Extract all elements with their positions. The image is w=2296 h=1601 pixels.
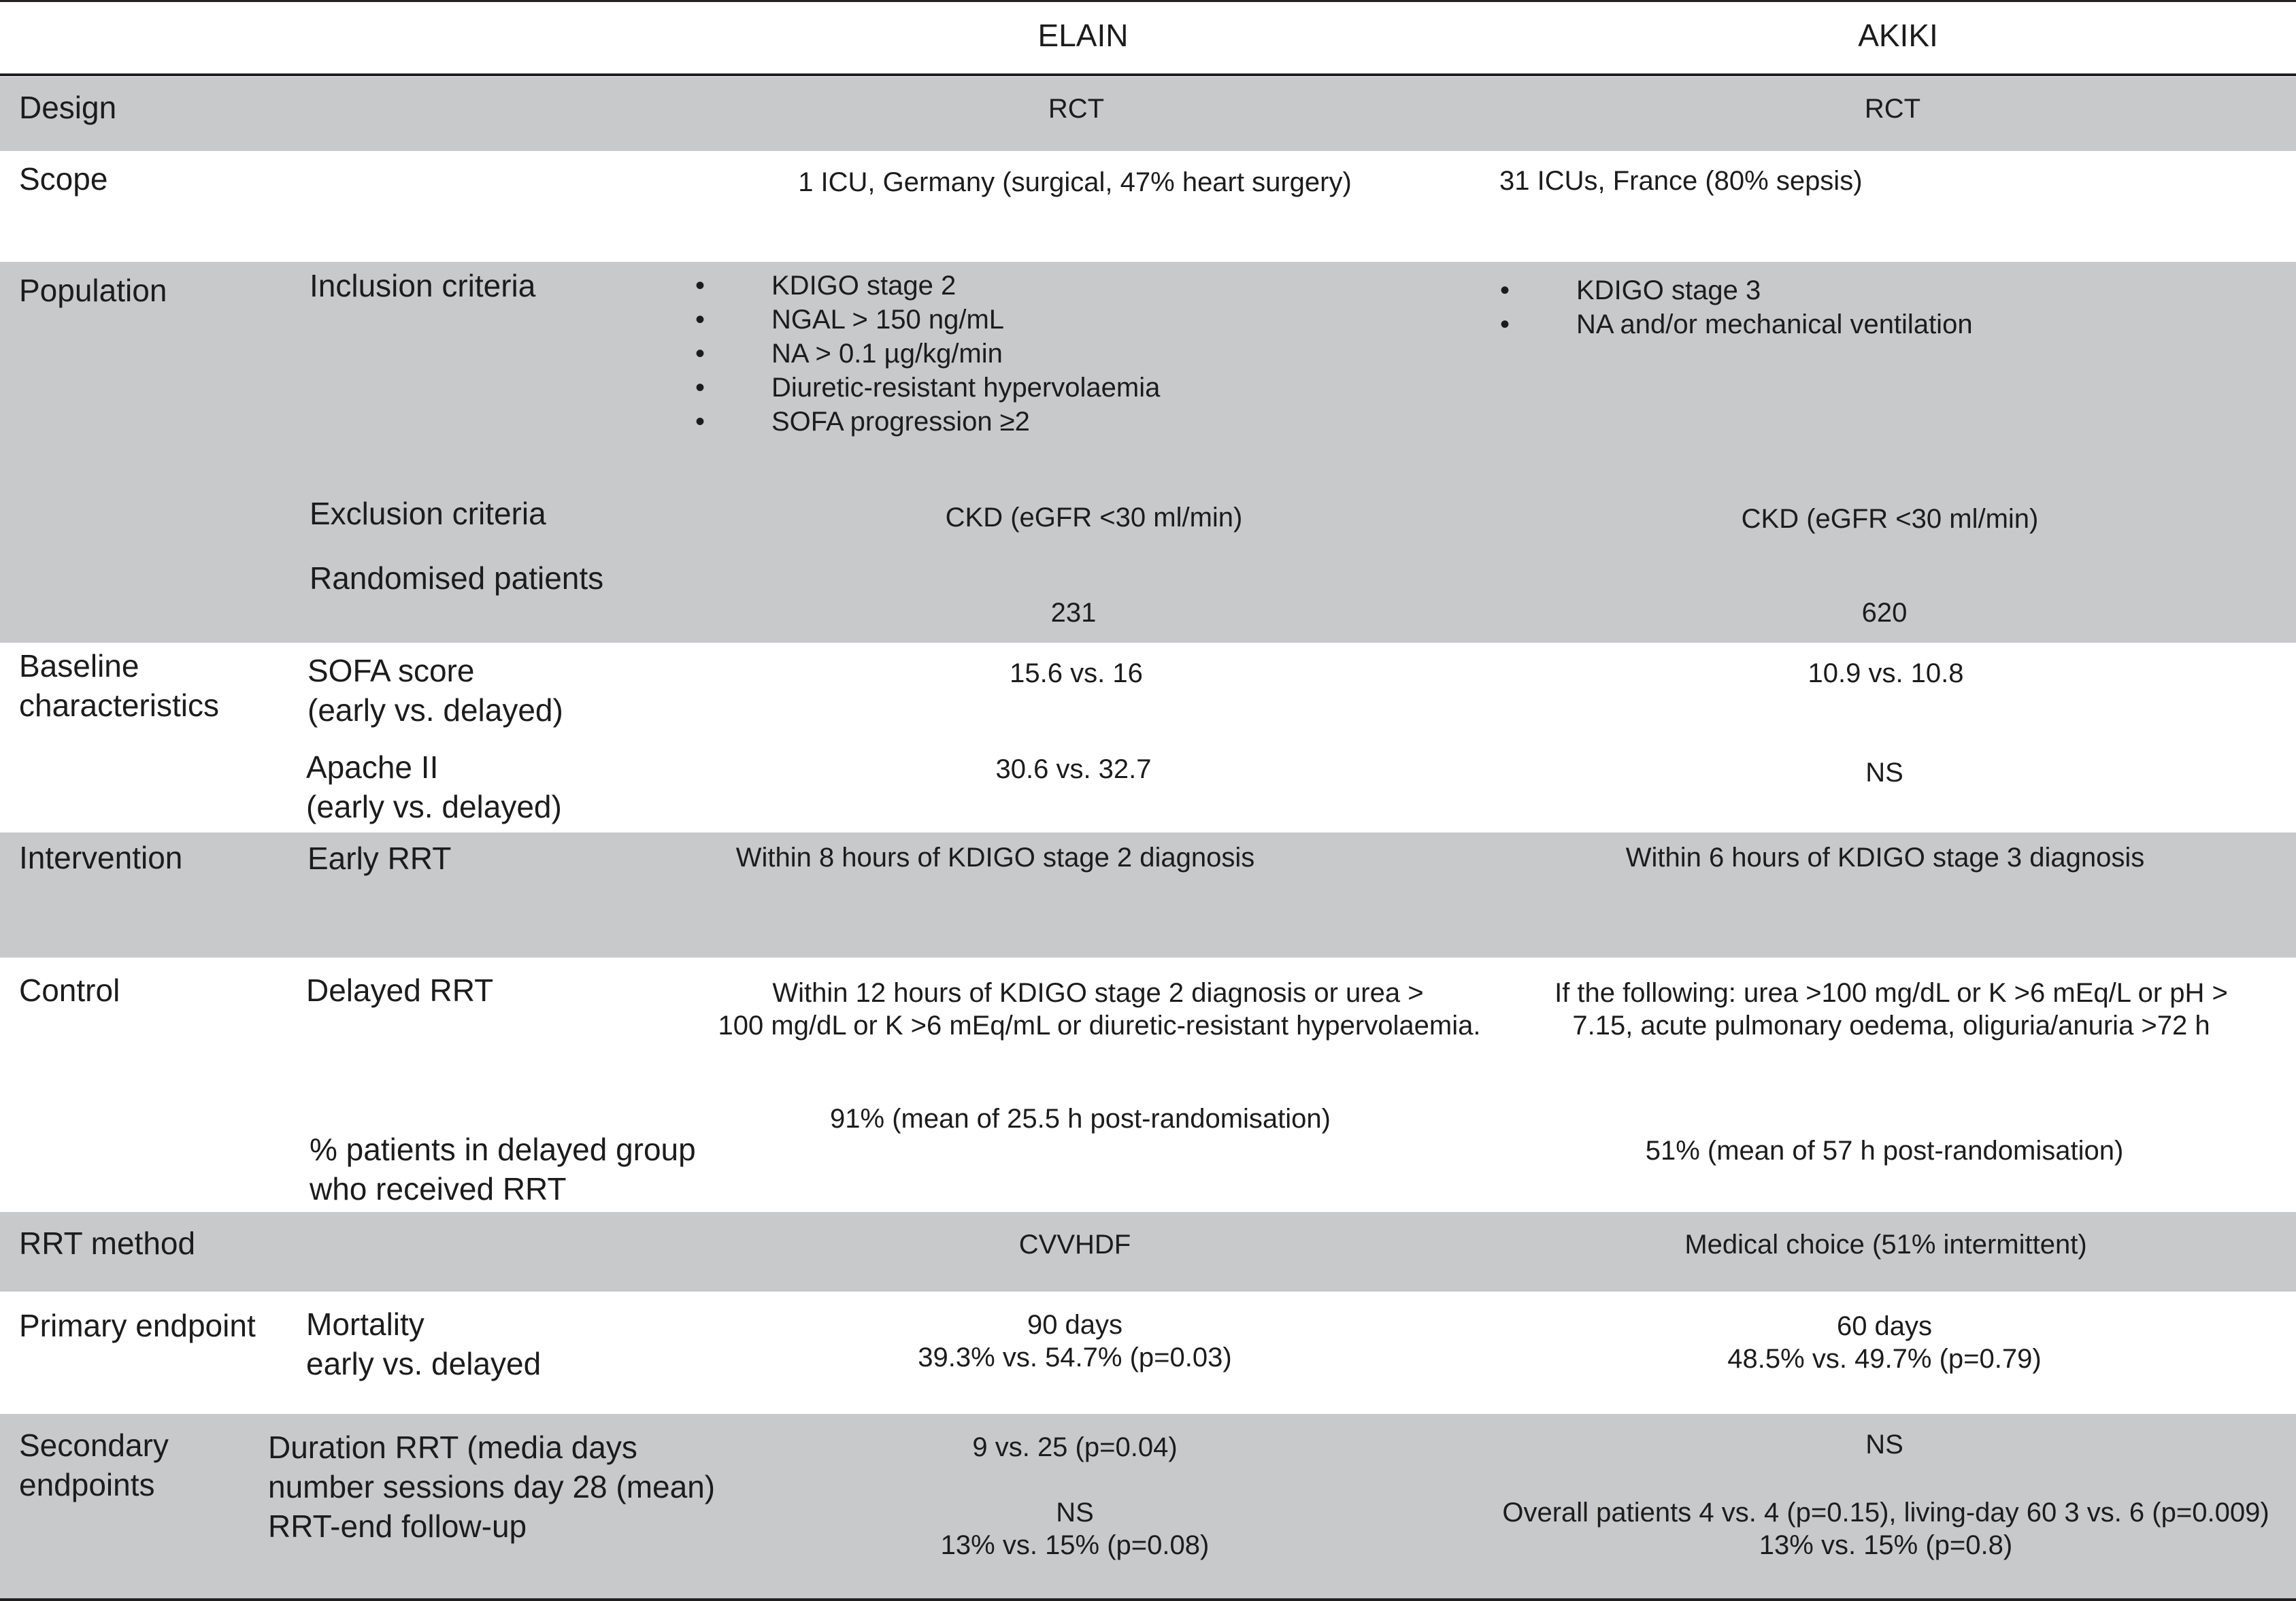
row-label-design: Design xyxy=(19,90,117,125)
pct-delayed-label-1: % patients in delayed group xyxy=(310,1132,696,1167)
list-item: • Diuretic-resistant hypervolaemia xyxy=(695,371,1160,405)
secondary-sub-label-2: number sessions day 28 (mean) xyxy=(268,1469,716,1504)
apache-label-2: (early vs. delayed) xyxy=(306,789,562,824)
row-label-secondary-1: Secondary xyxy=(19,1428,169,1463)
sofa-akiki: 10.9 vs. 10.8 xyxy=(1808,658,1964,688)
design-akiki: RCT xyxy=(1864,94,1921,124)
randomised-akiki: 620 xyxy=(1861,598,1908,628)
mortality-label-2: early vs. delayed xyxy=(306,1346,542,1381)
row-label-scope: Scope xyxy=(19,161,108,197)
akiki-inclusion-list xyxy=(1500,273,1973,341)
sofa-label-1: SOFA score xyxy=(307,653,475,688)
row-band-design xyxy=(0,77,2296,151)
row-label-control: Control xyxy=(19,973,120,1008)
top-rule xyxy=(0,0,2296,2)
control-elain-line-2: 100 mg/dL or K >6 mEq/mL or diuretic-resistant hypervolaemia. xyxy=(718,1011,1481,1041)
list-item: • NA > 0.1 µg/kg/min xyxy=(695,337,1160,371)
row-label-population: Population xyxy=(19,273,167,308)
sofa-label-2: (early vs. delayed) xyxy=(307,692,563,728)
pct-delayed-label-2: who received RRT xyxy=(310,1171,567,1207)
exclusion-akiki: CKD (eGFR <30 ml/min) xyxy=(1741,504,2039,534)
intervention-elain: Within 8 hours of KDIGO stage 2 diagnosis xyxy=(735,843,1255,873)
pct-delayed-akiki: 51% (mean of 57 h post-randomisation) xyxy=(1645,1136,2124,1166)
secondary-elain-sessions: NS xyxy=(1056,1498,1094,1528)
list-item: • SOFA progression ≥2 xyxy=(695,405,1160,439)
scope-akiki: 31 ICUs, France (80% sepsis) xyxy=(1499,166,1863,196)
secondary-akiki-duration: NS xyxy=(1865,1430,1903,1460)
exclusion-elain: CKD (eGFR <30 ml/min) xyxy=(945,503,1243,533)
row-label-baseline-2: characteristics xyxy=(19,688,219,723)
bottom-rule xyxy=(0,1598,2296,1601)
secondary-akiki-sessions: Overall patients 4 vs. 4 (p=0.15), living-day 60 3 vs. 6 (p=0.009) xyxy=(1502,1498,2269,1528)
primary-elain-line-2: 39.3% vs. 54.7% (p=0.03) xyxy=(918,1343,1232,1372)
exclusion-criteria-label: Exclusion criteria xyxy=(310,496,546,531)
secondary-elain-duration: 9 vs. 25 (p=0.04) xyxy=(972,1432,1178,1462)
list-item: • KDIGO stage 3 xyxy=(1500,273,1973,307)
intervention-akiki: Within 6 hours of KDIGO stage 3 diagnosis xyxy=(1625,843,2145,873)
row-label-secondary-2: endpoints xyxy=(19,1467,155,1502)
pct-delayed-elain: 91% (mean of 25.5 h post-randomisation) xyxy=(830,1104,1331,1134)
header-rule xyxy=(0,73,2296,76)
primary-elain-line-1: 90 days xyxy=(1027,1310,1123,1340)
primary-akiki-line-1: 60 days xyxy=(1836,1311,1933,1341)
mortality-label-1: Mortality xyxy=(306,1307,425,1342)
control-akiki-line-2: 7.15, acute pulmonary oedema, oliguria/anuria >72 h xyxy=(1572,1011,2210,1041)
control-elain-line-1: Within 12 hours of KDIGO stage 2 diagnosis or urea > xyxy=(772,978,1424,1008)
row-label-intervention: Intervention xyxy=(19,840,183,875)
delayed-rrt-label: Delayed RRT xyxy=(306,973,494,1008)
control-akiki-line-1: If the following: urea >100 mg/dL or K >6 mEq/L or pH > xyxy=(1554,978,2228,1008)
secondary-akiki-followup: 13% vs. 15% (p=0.8) xyxy=(1759,1530,2013,1560)
elain-inclusion-list xyxy=(695,269,1160,439)
scope-elain: 1 ICU, Germany (surgical, 47% heart surgery) xyxy=(798,167,1352,197)
early-rrt-label: Early RRT xyxy=(307,841,452,876)
list-item: • NGAL > 150 ng/mL xyxy=(695,303,1160,337)
rrt-method-akiki: Medical choice (51% intermittent) xyxy=(1684,1230,2087,1260)
randomised-patients-label: Randomised patients xyxy=(310,560,604,596)
randomised-elain: 231 xyxy=(1050,598,1097,628)
primary-akiki-line-2: 48.5% vs. 49.7% (p=0.79) xyxy=(1727,1344,2042,1374)
row-label-primary-endpoint: Primary endpoint xyxy=(19,1308,256,1343)
list-item: • NA and/or mechanical ventilation xyxy=(1500,307,1973,341)
inclusion-criteria-label: Inclusion criteria xyxy=(310,268,536,303)
column-header-elain: ELAIN xyxy=(1037,18,1129,53)
design-elain: RCT xyxy=(1048,94,1105,124)
apache-label-1: Apache II xyxy=(306,749,439,785)
apache-akiki: NS xyxy=(1865,758,1903,788)
secondary-sub-label-3: RRT-end follow-up xyxy=(268,1509,527,1544)
list-item: • KDIGO stage 2 xyxy=(695,269,1160,303)
secondary-sub-label-1: Duration RRT (media days xyxy=(268,1430,637,1465)
row-label-rrt-method: RRT method xyxy=(19,1226,196,1261)
apache-elain: 30.6 vs. 32.7 xyxy=(995,754,1152,784)
sofa-elain: 15.6 vs. 16 xyxy=(1010,658,1143,688)
secondary-elain-followup: 13% vs. 15% (p=0.08) xyxy=(940,1530,1210,1560)
row-label-baseline-1: Baseline xyxy=(19,648,139,684)
column-header-akiki: AKIKI xyxy=(1858,18,1938,53)
rrt-method-elain: CVVHDF xyxy=(1018,1230,1131,1260)
